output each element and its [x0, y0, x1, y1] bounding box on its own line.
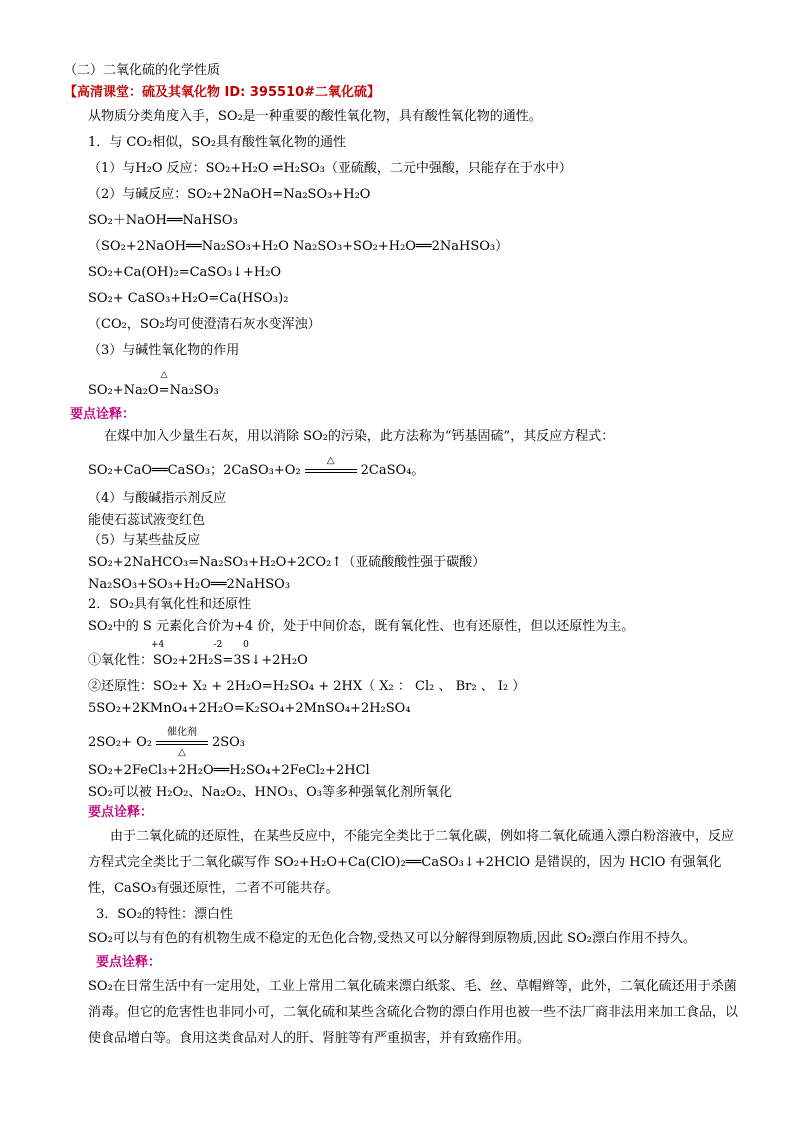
reaction-water: （1）与H₂O 反应：SO₂+H₂O ⇌H₂SO₃（亚硫酸，二元中强酸，只能存在于水中） — [88, 161, 572, 176]
reaction-na2so3: Na₂SO₃+SO₃+H₂O══2NaHSO₃ — [88, 577, 291, 592]
litmus-red: 能使石蕊试液变红色 — [88, 513, 206, 528]
reaction-naoh: SO₂＋NaOH══NaHSO₃ — [88, 213, 238, 228]
bleaching-text: SO₂可以与有色的有机物生成不稳定的无色化合物,受热又可以分解得到原物质,因此 SO₂漂白作用不持久。 — [88, 931, 696, 946]
ox-end: ↓+2H₂O — [250, 653, 308, 668]
key-point-label-1: 要点诠释： — [70, 407, 136, 422]
course-tag[interactable]: 【高清课堂：硫及其氧化物 ID: 395510#二氧化硫】 — [64, 85, 381, 100]
calcium-fixation-eq — [88, 455, 425, 480]
kmno4-eq: 5SO₂+2KMnO₄+2H₂O=K₂SO₄+2MnSO₄+2H₂SO₄ — [88, 701, 411, 716]
oxidant-list: SO₂可以被 H₂O₂、Na₂O₂、HNO₃、O₃等多种强氧化剂所氧化 — [88, 785, 452, 800]
reaction-nahco3: SO₂+2NaHCO₃=Na₂SO₃+H₂O+2CO₂↑（亚硫酸酸性强于碳酸） — [88, 555, 486, 570]
key-point-text-2: 由于二氧化硫的还原性，在某些反应中，不能完全类比于二氧化碳，例如将二氧化硫通入漂白粉溶液中，反应方程式完全类比于二氧化碳写作 SO₂+H₂O+Ca(ClO)₂══CaSO₃↓+2HClO 是错误的，因为 HClO 有强氧化性，CaSO₃有强还原性，二者不可能共存。 — [88, 829, 735, 896]
ox-s2: S — [213, 653, 223, 668]
ox-mid2: =3 — [222, 653, 242, 668]
note-limewater: （CO₂，SO₂均可使澄清石灰水变浑浊） — [88, 317, 321, 332]
ox-s3: S — [241, 653, 251, 668]
key-point-text-1: 在煤中加入少量生石灰，用以消除 SO₂的污染，此方法称为“钙基固硫”，其反应方程式： — [104, 429, 615, 444]
heat-arrow — [303, 455, 359, 480]
reaction-base: （2）与碱反应：SO₂+2NaOH=Na₂SO₃+H₂O — [88, 187, 371, 202]
reduction-eq: ②还原性：SO₂+ X₂ + 2H₂O=H₂SO₄ + 2HX（ X₂ ： Cl₂ 、 Br₂ 、 I₂ ） — [88, 679, 526, 694]
catalyst-delta: △ — [178, 747, 186, 758]
reaction-na2o — [88, 370, 219, 400]
cat-right: 2SO₃ — [211, 735, 245, 750]
ox-s1: S — [153, 653, 162, 668]
key-point-text-3: SO₂在日常生活中有一定用处，工业上常用二氧化硫来漂白纸浆、毛、丝、草帽辫等，此外，二氧化硫还用于杀菌消毒。但它的危害性也非同小可，二氧化硫和某些含硫化合物的漂白作用也被一些不法厂商非法用来加工食品，以使食品增白等。食用这类食品对人的肝、肾脏等有严重损害，并有致癌作用。 — [88, 979, 739, 1046]
valence-text: SO₂中的 S 元素化合价为+4 价，处于中间价态，既有氧化性、也有还原性，但以还原性为主。 — [88, 619, 635, 634]
reaction-caso3: SO₂+ CaSO₃+H₂O=Ca(HSO₃)₂ — [88, 291, 289, 306]
na2o-right: Na₂SO₃ — [169, 383, 219, 398]
section-title: （二）二氧化硫的化学性质 — [64, 63, 221, 78]
valence-minus2: -2 — [213, 640, 223, 650]
ox-mid1: O₂+2H₂ — [161, 653, 214, 668]
catalyst-label: 催化剂 — [166, 727, 197, 738]
valence-plus4: +4 — [151, 640, 165, 650]
fecl3-eq: SO₂+2FeCl₃+2H₂O══H₂SO₄+2FeCl₂+2HCl — [88, 763, 370, 778]
reaction-basic-oxide: （3）与碱性氧化物的作用 — [88, 343, 240, 358]
heading-2: 2．SO₂具有氧化性和还原性 — [88, 597, 252, 612]
reaction-pair: （SO₂+2NaOH══Na₂SO₃+H₂O Na₂SO₃+SO₂+H₂O══2NaHSO₃） — [88, 239, 509, 254]
catalyst-arrow — [154, 727, 210, 758]
cafix-left: SO₂+CaO══CaSO₃；2CaSO₃+O₂ — [88, 463, 301, 478]
reaction-salt: （5）与某些盐反应 — [88, 533, 201, 548]
intro-text: 从物质分类角度入手，SO₂是一种重要的酸性氧化物，具有酸性氧化物的通性。 — [88, 109, 542, 124]
na2o-left: SO₂+Na₂O — [88, 383, 159, 398]
heat-equals: △ = — [158, 370, 170, 398]
key-point-label-3: 要点诠释： — [96, 955, 162, 970]
heading-3: 3．SO₂的特性：漂白性 — [96, 907, 234, 922]
cat-left: 2SO₂+ O₂ — [88, 735, 152, 750]
reaction-caoh2: SO₂+Ca(OH)₂=CaSO₃↓+H₂O — [88, 265, 282, 280]
reaction-indicator: （4）与酸碱指示剂反应 — [88, 491, 227, 506]
ox-label: ①氧化性： — [88, 653, 154, 668]
cafix-right: 2CaSO₄。 — [360, 463, 425, 478]
oxidation-eq — [88, 640, 308, 670]
catalytic-eq — [88, 727, 245, 758]
heading-1: 1．与 CO₂相似，SO₂具有酸性氧化物的通性 — [88, 135, 346, 150]
delta-symbol: △ — [160, 370, 168, 380]
heat-delta: △ — [326, 455, 335, 466]
key-point-label-2: 要点诠释： — [88, 805, 154, 820]
valence-zero: 0 — [243, 640, 249, 650]
